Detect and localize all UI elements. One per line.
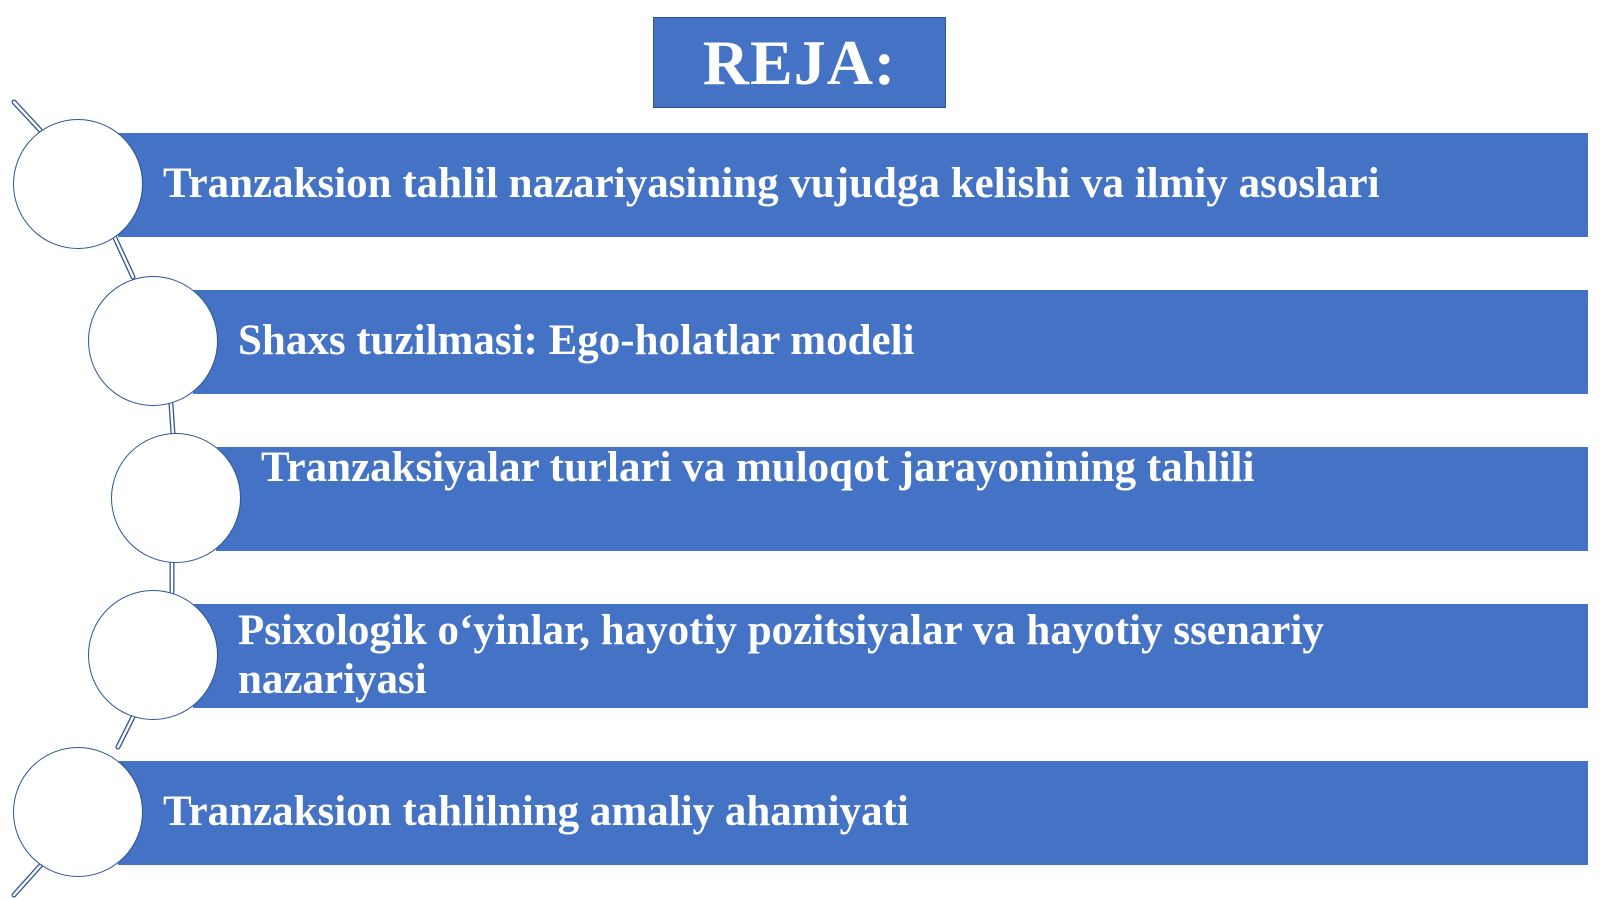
slide-title: REJA: bbox=[702, 26, 897, 98]
list-item-5-circle bbox=[13, 747, 143, 877]
list-item-2-text: Shaxs tuzilmasi: Ego-holatlar modeli bbox=[238, 317, 915, 364]
list-item-4-circle bbox=[88, 590, 218, 720]
list-item-2-bar bbox=[193, 290, 1588, 394]
list-item-3-bar bbox=[216, 444, 1588, 551]
list-item-3-text: Tranzaksiyalar turlari va muloqot jarayonining tahlili bbox=[261, 444, 1255, 491]
list-item-1-circle bbox=[13, 119, 143, 249]
list-item-3-circle bbox=[111, 433, 241, 563]
list-item-4-bar bbox=[193, 604, 1588, 708]
list-item-5-text: Tranzaksion tahlilning amaliy ahamiyati bbox=[163, 788, 909, 835]
list-item-1-text: Tranzaksion tahlil nazariyasining vujudga kelishi va ilmiy asoslari bbox=[163, 160, 1380, 207]
list-item-4-text: Psixologik o‘yinlar, hayotiy pozitsiyalar va hayotiy ssenariy nazariyasi bbox=[238, 607, 1324, 703]
list-item-2-circle bbox=[88, 276, 218, 406]
list-item-5-bar bbox=[118, 761, 1588, 865]
list-item-1-bar bbox=[118, 133, 1588, 237]
title-box bbox=[653, 17, 946, 108]
